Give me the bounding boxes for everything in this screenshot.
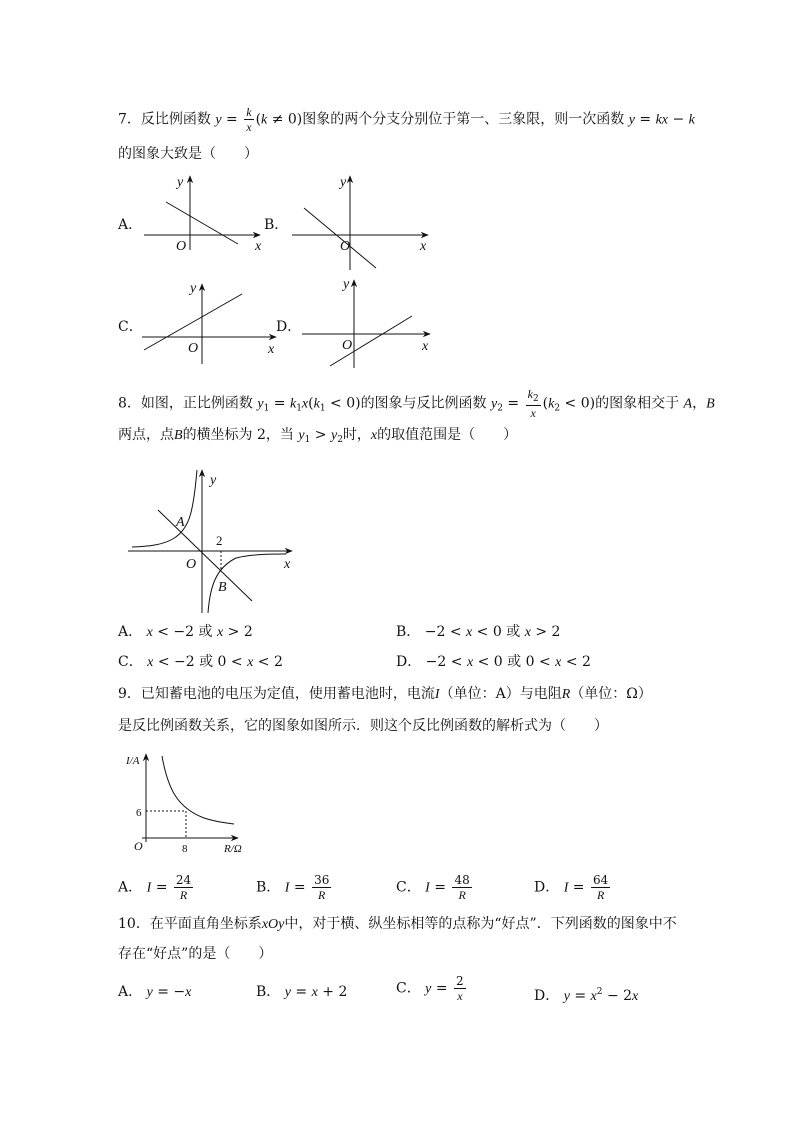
q8-line1: 8．如图，正比例函数 $y_1 = k_1x(k_1 < 0)$的图象与反比例函数 $y_2$ = $\frac{k_2}{x}$ $(k_2 < 0)$的图象相交于 A，B: [118, 387, 715, 420]
q7d-y-label: y: [343, 277, 350, 292]
q7-option-b-graph: [290, 172, 435, 272]
q9-line2: 是反比例函数关系，它的图象如图所示．则这个反比例函数的解析式为（ ）: [118, 718, 608, 734]
q7c-origin-label: O: [188, 341, 199, 356]
q9-option-d: D． I = $\frac{64}{R}$: [534, 873, 609, 902]
q9-option-b: B． I = $\frac{36}{R}$: [256, 873, 330, 902]
q9-tick-6-label: 6: [136, 807, 142, 819]
q7a-origin-label: O: [176, 239, 187, 254]
q10-line1: 10．在平面直角坐标系xOy中，对于横、纵坐标相等的点称为“好点”．下列函数的图象中不: [118, 916, 677, 932]
q8-x-label: x: [284, 557, 291, 572]
q7a-x-label: x: [255, 239, 262, 254]
q9-option-a: A． I = $\frac{24}{R}$: [118, 873, 192, 902]
q8-point-b-label: B: [218, 580, 227, 595]
q7c-y-label: y: [190, 281, 197, 296]
q7b-origin-label: O: [340, 239, 351, 254]
q7-option-d-label: D．: [276, 319, 302, 335]
q7-option-a-graph: [140, 172, 270, 252]
q8-point-a-label: A: [176, 515, 185, 530]
q9-x-axis-label: R/Ω: [224, 843, 242, 855]
q7-option-d-graph: [300, 276, 440, 371]
q7c-x-label: x: [268, 342, 275, 357]
q9-origin-label: O: [134, 839, 143, 853]
q7a-y-label: y: [177, 175, 184, 190]
q7b-y-label: y: [340, 175, 347, 190]
q8-y-label: y: [210, 473, 217, 488]
q10-option-b: B． y = x + 2: [256, 984, 348, 1000]
q9-tick-8-label: 8: [182, 843, 188, 855]
q8-option-c: C． x < −2 或 0 < x < 2: [118, 654, 283, 670]
q7d-x-label: x: [422, 339, 429, 354]
q8-tick-2-label: 2: [216, 533, 223, 548]
q10-option-c: C． y = $\frac{2}{x}$: [396, 974, 464, 1003]
q7-line1: 7．反比例函数 y = $\frac{k}{x}$ (k ≠ 0)图象的两个分支分别位于第一、三象限，则一次函数 y = kx − k: [118, 105, 695, 134]
q9-option-c: C． I = $\frac{48}{R}$: [396, 873, 470, 902]
q7-option-a-label: A．: [118, 217, 143, 233]
q10-option-d: D． $y = x^2 - 2x$: [534, 987, 639, 1004]
q7-line2: 的图象大致是（ ）: [118, 146, 258, 162]
q8-option-d: D． −2 < x < 0 或 0 < x < 2: [396, 654, 591, 670]
q7d-origin-label: O: [342, 338, 353, 353]
q8-option-a: A． x < −2 或 x > 2: [118, 624, 253, 640]
q8-origin-label: O: [186, 557, 197, 572]
q7-option-c-graph: [140, 280, 285, 365]
q7-option-b-label: B．: [264, 217, 289, 233]
q10-line2: 存在“好点”的是（ ）: [118, 946, 273, 962]
q9-figure: [126, 752, 256, 856]
q9-line1: 9．已知蓄电池的电压为定值，使用蓄电池时，电流I（单位：A）与电阻R（单位：Ω）: [118, 686, 652, 702]
q8-figure: [126, 468, 306, 616]
q7-option-c-label: C．: [118, 319, 143, 335]
q8-option-b: B． −2 < x < 0 或 x > 2: [396, 624, 561, 640]
q9-y-axis-label: I/A: [126, 755, 140, 767]
q10-option-a: A． y = −x: [118, 984, 192, 1000]
q8-line2: 两点，点B的横坐标为 2，当 $y_1 > y_2$时，x的取值范围是（ ）: [118, 427, 518, 445]
q7b-x-label: x: [420, 239, 427, 254]
